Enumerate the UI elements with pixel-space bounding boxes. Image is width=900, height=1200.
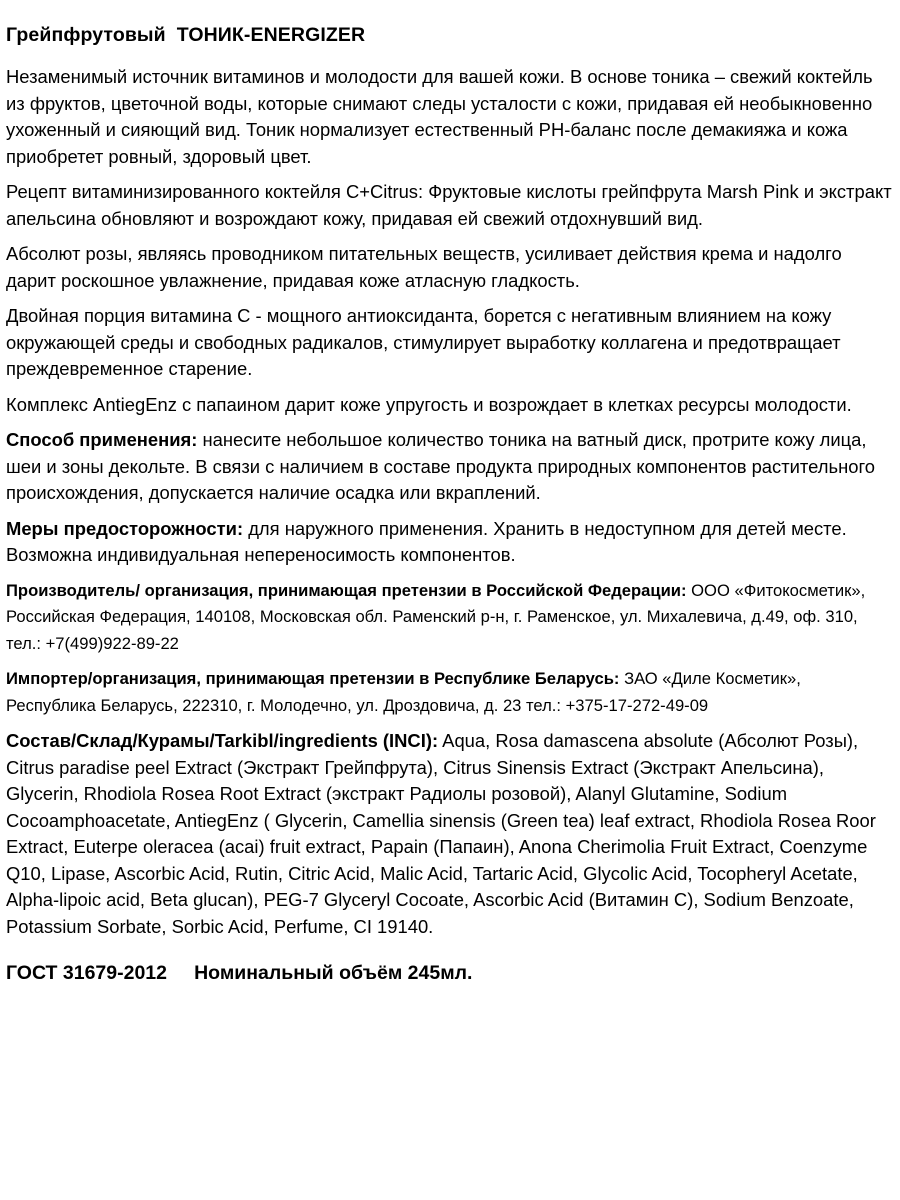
- rose-paragraph: Абсолют розы, являясь проводником питательных веществ, усиливает действия крема и надолго дарит роскошное увлажнение, придавая коже атласную гладкость.: [6, 243, 842, 291]
- manufacturer-section: [6, 578, 894, 658]
- precautions-label: Меры предосторожности:: [6, 517, 244, 539]
- product-title: Грейпфрутовый ТОНИК-ENERGIZER: [6, 24, 366, 46]
- label-document: [6, 22, 894, 986]
- usage-text: нанесите небольшое количество тоника на ватный диск, протрите кожу лица, шеи и зоны декольте. В связи с наличием в составе продукта природных компонентов растительного происхождения, допускается наличие осадка или вкраплений.: [6, 429, 875, 503]
- precautions-text: для наружного применения. Хранить в недоступном для детей месте. Возможна индивидуальная непереносимость компонентов.: [6, 517, 847, 565]
- ingredients-label: Состав/Склад/Курамы/Tarkibl/ingredients (INCI):: [6, 730, 439, 751]
- importer-label: Импортер/организация, принимающая претензии в Республике Беларусь:: [6, 669, 620, 688]
- importer-text: ЗАО «Диле Косметик», Республика Беларусь, 222310, г. Молодечно, ул. Дроздовича, д. 23 тел.: +375-17-272-49-09: [6, 669, 801, 715]
- footer-line: [6, 960, 894, 986]
- manufacturer-label: Производитель/ организация, принимающая претензии в Российской Федерации:: [6, 580, 687, 600]
- ingredients-text: Aqua, Rosa damascena absolute (Абсолют Розы), Citrus paradise peel Extract (Экстракт Грейпфрута), Citrus Sinensis Extract (Экстракт Апельсина), Glycerin, Rhodiola Rosea Root Extract (экстракт Радиолы розовой), Alanyl Glutamine, Sodium Cocoamphoacetate, AntiegEnz ( Glycerin, Camellia sinensis (Green tea) leaf extract, Rhodiola Rosea Roor Extract, Euterpe oleracea (acai) fruit extract, Papain (Папаин), Anona Cherimolia Fruit Extract, Coenzyme Q10, Lipase, Ascorbic Acid, Rutin, Citric Acid, Malic Acid, Tartaric Acid, Glycolic Acid, Tocopheryl Acetate, Alpha-lipoic acid, Beta glucan), PEG-7 Glyceryl Cocoate, Ascorbic Acid (Витамин С), Sodium Benzoate, Potassium Sorbate, Sorbic Acid, Perfume, CI 19140.: [6, 730, 876, 937]
- precautions-section: [6, 516, 894, 569]
- usage-section: [6, 427, 894, 507]
- ingredients-section: [6, 728, 894, 940]
- manufacturer-text: ООО «Фитокосметик», Российская Федерация, 140108, Московская обл. Раменский р-н, г. Раменское, ул. Михалевича, д.49, оф. 310, тел.: +7(499)922-89-22: [6, 580, 866, 653]
- usage-label: Способ применения:: [6, 429, 198, 450]
- intro-paragraph: Незаменимый источник витаминов и молодости для вашей кожи. В основе тоника – свежий коктейль из фруктов, цветочной воды, которые снимают следы усталости с кожи, придавая ей необыкновенно ухоженный и сияющий вид. Тоник нормализует естественный PH-баланс после демакияжа и кожа приобретет ровный, здоровый цвет.: [6, 66, 873, 167]
- vitamin-c-paragraph: Двойная порция витамина С - мощного антиоксиданта, борется с негативным влиянием на кожу окружающей среды и свободных радикалов, стимулирует выработку коллагена и предотвращает преждевременное старение.: [6, 305, 841, 379]
- gost-standard: ГОСТ 31679-2012: [6, 962, 167, 984]
- importer-section: [6, 666, 894, 719]
- recipe-paragraph: Рецепт витаминизированного коктейля С+Citrus: Фруктовые кислоты грейпфрута Marsh Pink и экстракт апельсина обновляют и возрождают кожу, придавая ей свежий отдохнувший вид.: [6, 181, 892, 229]
- nominal-volume: Номинальный объём 245мл.: [194, 962, 473, 984]
- antiegenz-paragraph: Комплекс AntiegEnz с папаином дарит коже упругость и возрождает в клетках ресурсы молодости.: [6, 393, 852, 415]
